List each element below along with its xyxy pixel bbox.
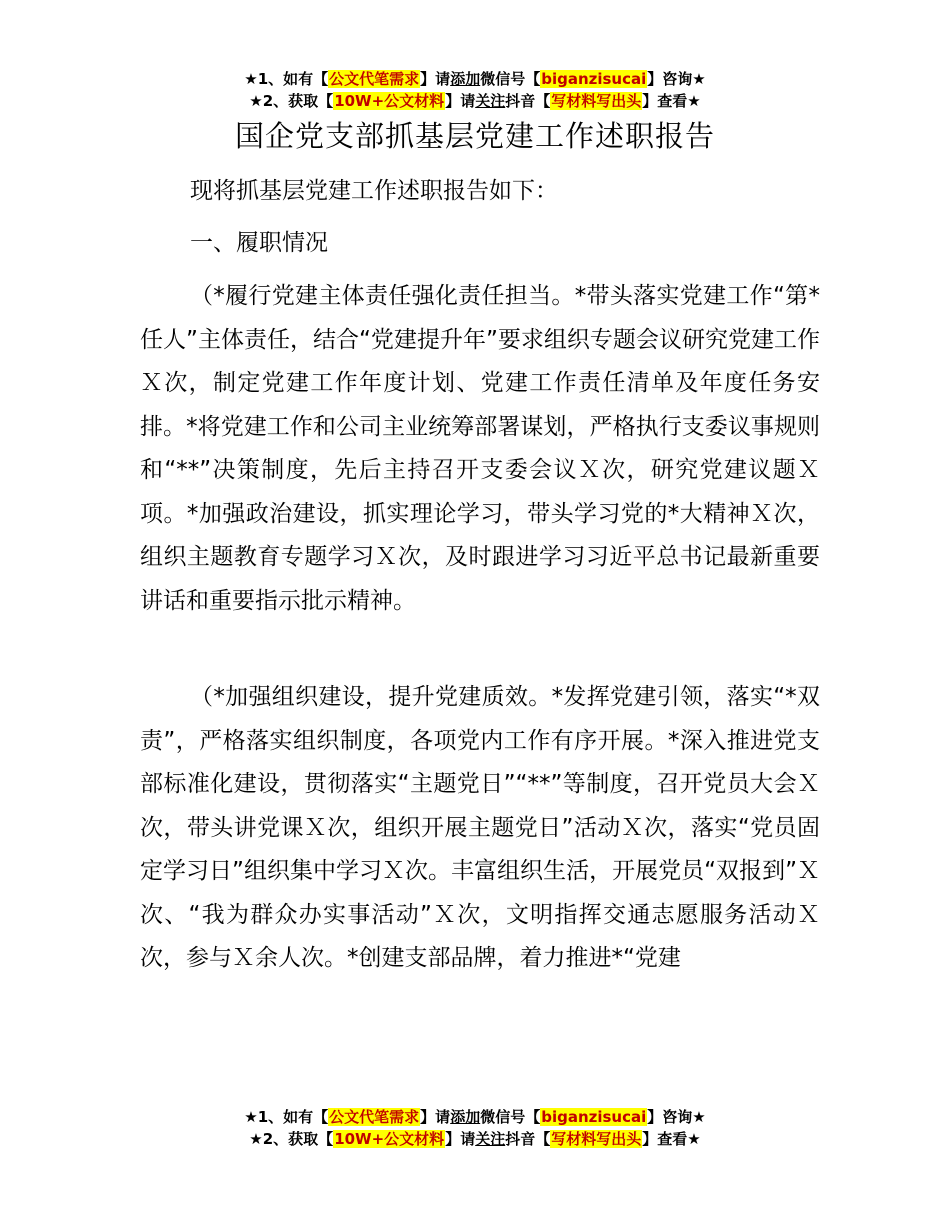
banner-line-2 — [0, 1128, 950, 1150]
banner-text: 】请 — [420, 1108, 451, 1126]
banner-highlight-douyin-id: 写材料写出头 — [551, 1130, 642, 1148]
banner-line-2 — [0, 90, 950, 112]
banner-highlight-wechat-id: biganzisucai — [541, 1108, 647, 1126]
banner-underlined-text: 关注 — [475, 92, 506, 110]
banner-text: ★1、如有【 — [244, 1108, 329, 1126]
banner-text: 】咨询★ — [647, 1108, 706, 1126]
banner-highlight: 公文代笔需求 — [329, 1108, 420, 1126]
banner-text: 抖音【 — [505, 92, 551, 110]
banner-text: ★1、如有【 — [244, 70, 329, 88]
banner-highlight: 10W+公文材料 — [334, 1130, 445, 1148]
banner-text: 】咨询★ — [647, 70, 706, 88]
document-title: 国企党支部抓基层党建工作述职报告 — [234, 119, 715, 153]
header-banner — [0, 68, 950, 112]
banner-underlined-text: 添加 — [450, 70, 481, 88]
banner-underlined-text: 添加 — [450, 1108, 481, 1126]
banner-highlight-douyin-id: 写材料写出头 — [551, 92, 642, 110]
banner-line-1 — [0, 68, 950, 90]
banner-highlight-wechat-id: biganzisucai — [541, 70, 647, 88]
banner-text: ★2、获取【 — [249, 1130, 334, 1148]
body-paragraph-2: （*加强组织建设，提升党建质效。*发挥党建引领，落实“*双责”，严格落实组织制度，各项党内工作有序开展。*深入推进党支部标准化建设，贯彻落实“主题党日”“**”等制度，召开党员大会Ｘ次，带头讲党课Ｘ次，组织开展主题党日”活动Ｘ次，落实“党员固定学习日”组织集中学习Ｘ次。丰富组织生活，开展党员“双报到”Ｘ次、“我为群众办实事活动”Ｘ次，文明指挥交通志愿服务活动Ｘ次，参与Ｘ余人次。*创建支部品牌，着力推进*“党建 — [140, 684, 820, 971]
banner-highlight: 公文代笔需求 — [329, 70, 420, 88]
banner-text: 】请 — [445, 92, 476, 110]
banner-underlined-text: 关注 — [475, 1130, 506, 1148]
banner-text: 微信号【 — [480, 70, 541, 88]
footer-banner — [0, 1106, 950, 1150]
banner-highlight: 10W+公文材料 — [334, 92, 445, 110]
banner-text: 】查看★ — [642, 92, 701, 110]
body-paragraph-1: （*履行党建主体责任强化责任担当。*带头落实党建工作“第*任人”主体责任，结合“党建提升年”要求组织专题会议研究党建工作Ｘ次，制定党建工作年度计划、党建工作责任清单及年度任务安排。*将党建工作和公司主业统筹部署谋划，严格执行支委议事规则和“**”决策制度，先后主持召开支委会议Ｘ次，研究党建议题Ｘ项。*加强政治建设，抓实理论学习，带头学习党的*大精神Ｘ次，组织主题教育专题学习Ｘ次，及时跟进学习习近平总书记最新重要讲话和重要指示批示精神。 — [140, 283, 820, 614]
banner-line-1 — [0, 1106, 950, 1128]
banner-text: 微信号【 — [480, 1108, 541, 1126]
banner-text: ★2、获取【 — [249, 92, 334, 110]
section-heading: 一、履职情况 — [190, 230, 328, 256]
intro-text: 现将抓基层党建工作述职报告如下： — [190, 178, 558, 204]
banner-text: 】请 — [420, 70, 451, 88]
banner-text: 】请 — [445, 1130, 476, 1148]
banner-text: 】查看★ — [642, 1130, 701, 1148]
banner-text: 抖音【 — [505, 1130, 551, 1148]
